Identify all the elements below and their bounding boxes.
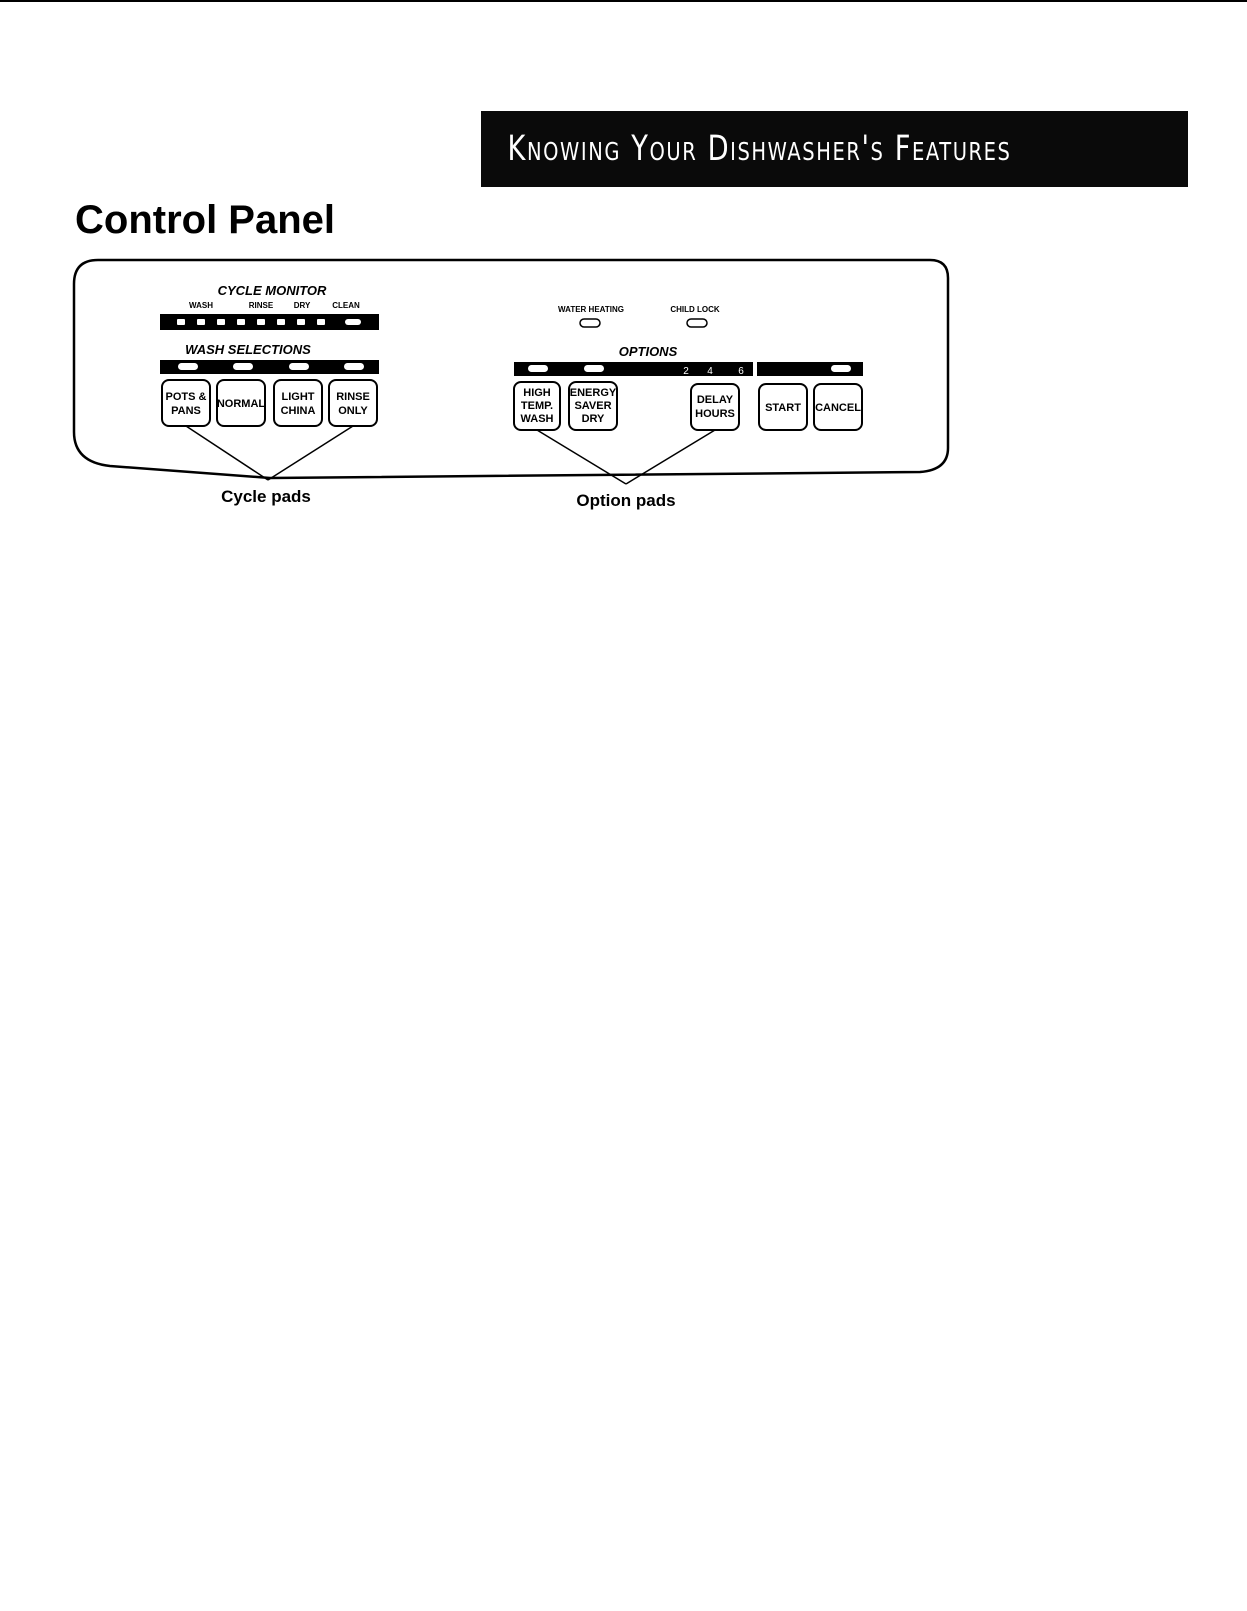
wash-indicator-light: [178, 363, 198, 370]
monitor-light: [237, 319, 245, 325]
svg-text:CANCEL: CANCEL: [815, 402, 861, 414]
page-heading: Control Panel: [75, 198, 336, 242]
svg-text:RINSE: RINSE: [336, 391, 370, 403]
cancel-pad[interactable]: [814, 384, 862, 430]
high-temp-wash-pad[interactable]: [514, 382, 560, 430]
delay-hours-pad[interactable]: [691, 384, 739, 430]
cycle-pointer-lines: [186, 426, 353, 480]
monitor-light: [277, 319, 285, 325]
water-heating-label: WATER HEATING: [558, 305, 624, 314]
svg-text:POTS &: POTS &: [165, 391, 207, 403]
svg-text:PANS: PANS: [171, 405, 201, 417]
water-heating-light: [580, 319, 600, 327]
wash-indicator-light: [289, 363, 309, 370]
child-lock-light: [687, 319, 707, 327]
wash-indicator-light: [344, 363, 364, 370]
svg-text:CHINA: CHINA: [280, 405, 316, 417]
child-lock-label: CHILD LOCK: [670, 305, 720, 314]
wash-indicator-light: [233, 363, 253, 370]
monitor-light: [317, 319, 325, 325]
svg-text:NORMAL: NORMAL: [216, 398, 266, 410]
option-indicator-light: [584, 365, 604, 372]
cycle-monitor-title: CYCLE MONITOR: [217, 283, 327, 298]
svg-text:ENERGY: ENERGY: [569, 387, 617, 399]
energy-saver-dry-pad[interactable]: [569, 382, 617, 430]
svg-text:HIGH: HIGH: [523, 387, 551, 399]
cycle-pads-caption: Cycle pads: [221, 487, 311, 506]
delay-2-label: 2: [683, 366, 689, 377]
svg-text:WASH: WASH: [520, 413, 554, 425]
option-indicator-light: [528, 365, 548, 372]
stage-dry-label: DRY: [293, 301, 311, 310]
svg-text:DELAY: DELAY: [696, 394, 734, 406]
svg-text:LIGHT: LIGHT: [281, 391, 315, 403]
monitor-light-clean: [345, 319, 361, 325]
monitor-light: [217, 319, 225, 325]
start-pad[interactable]: [759, 384, 807, 430]
delay-4-label: 4: [707, 366, 713, 377]
banner-title: Knowing Your Dishwasher's Features: [507, 129, 1012, 169]
stage-wash-label: WASH: [189, 301, 213, 310]
pots-pans-pad[interactable]: [162, 380, 210, 426]
wash-selections-title: WASH SELECTIONS: [185, 342, 311, 357]
option-pads-caption: Option pads: [576, 491, 676, 510]
control-panel-diagram: [0, 0, 1247, 520]
stage-clean-label: CLEAN: [332, 301, 360, 310]
cancel-indicator-light: [831, 365, 851, 372]
svg-text:ONLY: ONLY: [338, 405, 368, 417]
monitor-light: [197, 319, 205, 325]
monitor-light: [177, 319, 185, 325]
monitor-light: [297, 319, 305, 325]
svg-text:START: START: [765, 402, 801, 414]
delay-6-label: 6: [738, 366, 744, 377]
svg-text:HOURS: HOURS: [695, 408, 735, 420]
stage-rinse-label: RINSE: [248, 301, 274, 310]
options-bar: [514, 362, 753, 376]
svg-text:SAVER: SAVER: [574, 400, 612, 412]
options-title: OPTIONS: [618, 344, 678, 359]
normal-pad[interactable]: [217, 380, 266, 426]
monitor-light: [257, 319, 265, 325]
svg-text:TEMP.: TEMP.: [520, 400, 554, 412]
rinse-only-pad[interactable]: [329, 380, 377, 426]
light-china-pad[interactable]: [274, 380, 322, 426]
svg-text:DRY: DRY: [581, 413, 605, 425]
